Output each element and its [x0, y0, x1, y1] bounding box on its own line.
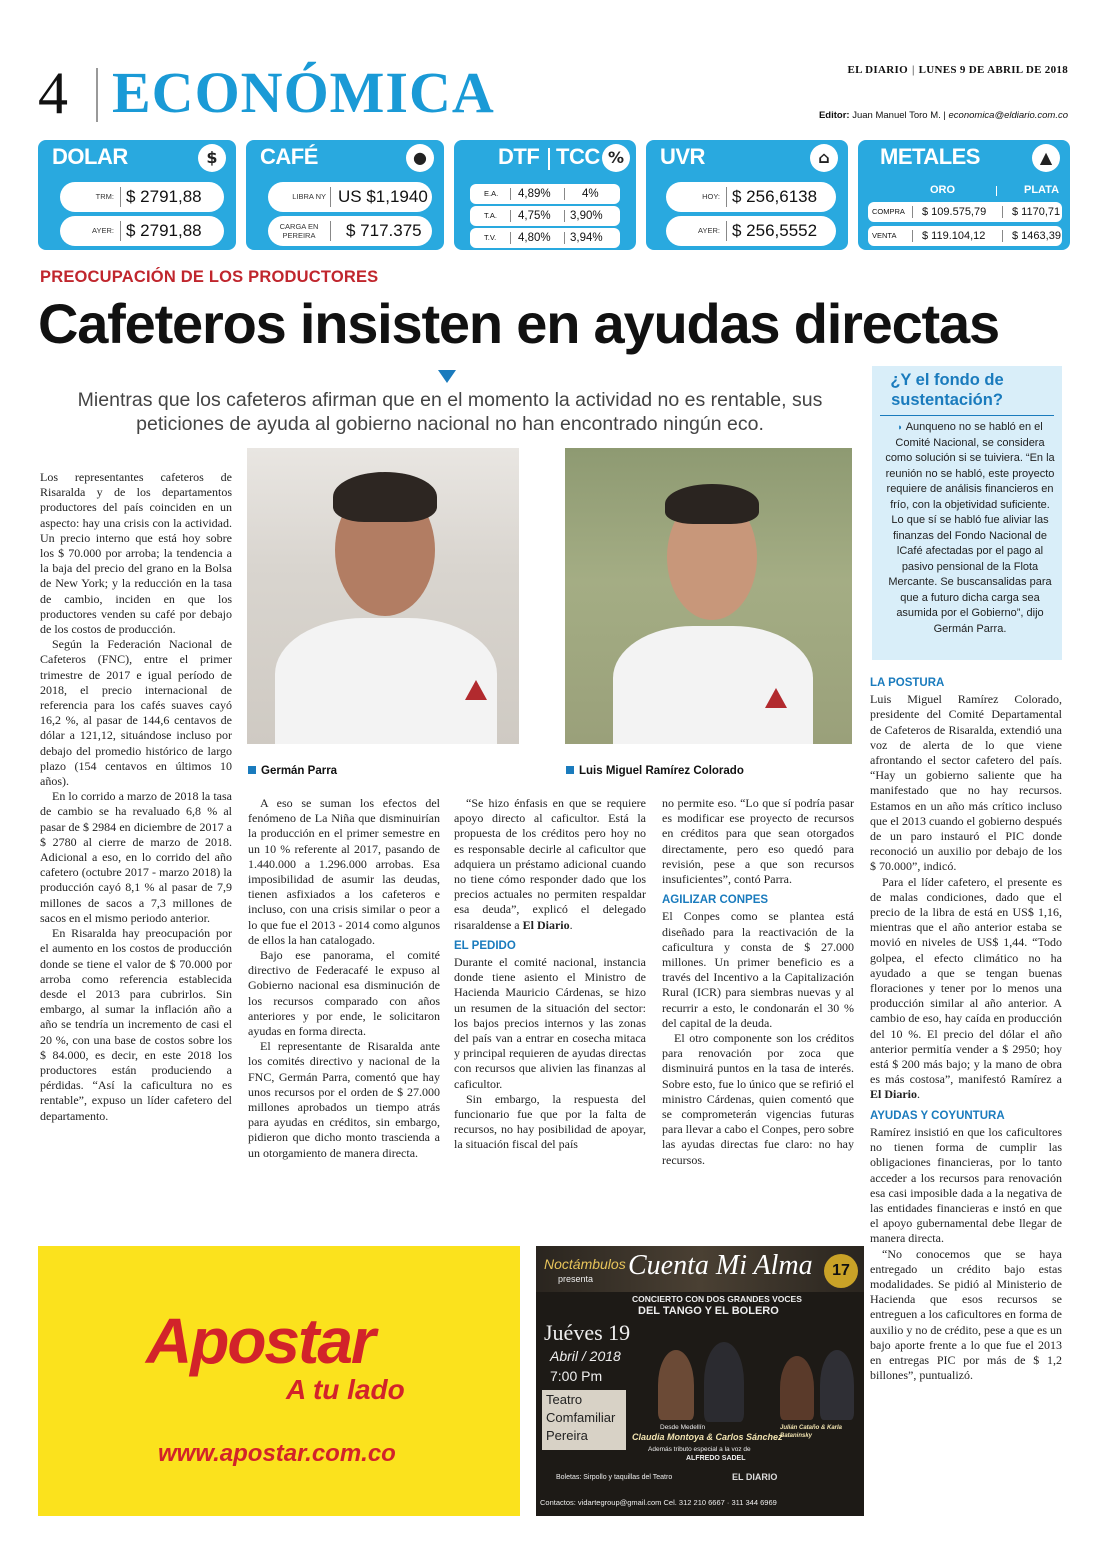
- uvr-label: HOY:: [702, 192, 720, 201]
- photo-hair: [333, 472, 437, 522]
- caption-text: Luis Miguel Ramírez Colorado: [579, 765, 744, 777]
- tcc-title: TCC: [556, 144, 600, 169]
- subheading: AGILIZAR CONPES: [662, 894, 769, 907]
- paragraph: Sin embargo, la respuesta del funcionario fue que por la falta de recursos, no hay posibilidad de apoyar, la situación fiscal del país: [454, 1091, 646, 1152]
- dtf-value: 4,89%: [518, 188, 551, 200]
- sidebar-text: [884, 420, 1056, 637]
- concert-presenter: Noctámbulos: [544, 1256, 626, 1272]
- uvr-box: [646, 140, 848, 250]
- photo-shirt: [275, 618, 497, 744]
- anniversary-badge: 17: [824, 1254, 858, 1288]
- editor-label: Editor:: [818, 110, 850, 121]
- section-title: ECONÓMICA: [112, 60, 495, 125]
- concert-tribute-name: ALFREDO SADEL: [686, 1455, 746, 1462]
- page-header: [38, 62, 1068, 124]
- dtf-row-tv: [470, 228, 620, 248]
- issue-date: LUNES 9 DE ABRIL DE 2018: [918, 64, 1068, 76]
- paper-name: EL DIARIO: [847, 64, 908, 76]
- paragraph: El representante de Risaralda ante los comités directivo y nacional de la FNC, Germán Parra, comentó que hay unos recursos por el orden de $ 27.000 millones aprobados un tiempo atrás para ayudas en créditos, sin embargo, pidieron que dicho monto trascienda a un otorgamiento de manera directa.: [248, 1039, 440, 1160]
- metales-title: METALES: [880, 144, 980, 169]
- article-kicker: PREOCUPACIÓN DE LOS PRODUCTORES: [40, 268, 379, 286]
- plata-value: $ 1170,71: [1012, 206, 1061, 218]
- dolar-label: TRM:: [95, 192, 114, 201]
- paragraph: “No conocemos que se haya entregado un crédito bajo estas modalidades. Se pidió al Ministerio de Hacienda que esos recursos se entreguen a los caficultores en forma de auxilio y no de crédito, pese a que es un bajo aporte frente a lo que fue el 2013 en entregas PIC por más de $ 1,2 billones”, puntualizó.: [870, 1246, 1062, 1383]
- pill-divider: [330, 187, 331, 207]
- apostar-url[interactable]: www.apostar.com.co: [158, 1440, 396, 1467]
- pill-divider: [330, 221, 331, 241]
- dtf-title: DTF: [498, 144, 540, 169]
- dtf-row-ta: [470, 206, 620, 226]
- subheading: AYUDAS Y COYUNTURA: [870, 1109, 1005, 1122]
- singer-figure: [780, 1356, 814, 1420]
- coffee-bean-icon: ●: [406, 144, 434, 172]
- editor-name: Juan Manuel Toro M.: [852, 110, 941, 121]
- dolar-label: AYER:: [92, 226, 114, 235]
- photo-shirt: [613, 626, 813, 744]
- paragraph: Para el líder cafetero, el presente es de malas condiciones, dado que el precio de la libra de está en US$ 1,16, mientras que el año anterior estaba se movió en niveles de US$ 1,44. “Todo golpea, el efecto climático no ha ayudado a que se tengan buenas floraciones y tener por lo menos una producción similar al año anterior. A cambio de eso, hay caída en producción del 10 %. El precio del dólar el año anterior permitía vender a $ 2950; hoy está $ 200 más bajo; y la mano de obra es más costosa”, manifestó Ramírez a El Diario.: [870, 874, 1062, 1102]
- uvr-value: $ 256,6138: [732, 187, 818, 206]
- concert-advertisement[interactable]: [536, 1246, 864, 1516]
- dollar-chart-icon: $: [198, 144, 226, 172]
- paragraph: Luis Miguel Ramírez Colorado, presidente del Comité Departamental de Cafeteros de Risaralda, extendió una voz de alerta de lo que viene afrontando el sector cafetero del país. “Hay un gobierno saliente que ha manifestado que no hay recursos. Estamos en un año más crítico incluso que el 2013 cuando el gobierno después de un paro instauró el PIC donde reconoció un auxilio por debajo de los $ 70.000”, indicó.: [870, 692, 1062, 874]
- pill-divider: [726, 221, 727, 241]
- paragraph: no permite eso. “Lo que sí podría pasar es modificar ese proyecto de recursos en créditos para que sean otorgados directamente, pero eso quedó para revisión, pese a que son recursos insuficientes”, contó Parra.: [662, 796, 854, 887]
- cafe-row-carga: [268, 216, 432, 246]
- dolar-row-ayer: [60, 216, 224, 246]
- dtf-label: T.V.: [484, 233, 497, 242]
- concert-tickets: Boletas: Sirpollo y taquillas del Teatro: [556, 1474, 673, 1481]
- paragraph: Ramírez insistió en que los caficultores no tienen forma de cumplir las obligaciones financieras, por lo tanto acceder a los recursos para renovación esa casi imposible dada a la negativa de las entidades financieras e instó en que el apoyo gubernamental debe llegar de manera directa.: [870, 1124, 1062, 1246]
- paragraph: Bajo ese panorama, el comité directivo de Federacafé le expuso al Gobierno nacional esa disminución de los recursos comparado con años anteriores y por ende, le solicitaron ayudas en forma directa.: [248, 948, 440, 1039]
- paragraph: “Se hizo énfasis en que se requiere apoyo directo al caficultor. Está la propuesta de los créditos pero hoy no es responsable decirle al caficultor que adquiera un préstamo adicional cuando no tiene cómo responder dado que los precios actuales no permiten respaldar esa deuda”, explicó el delegado risaraldense a El Diario.: [454, 796, 646, 932]
- caption-text: Germán Parra: [261, 765, 338, 777]
- subheading: EL PEDIDO: [454, 939, 516, 952]
- mini-divider: [1002, 206, 1003, 218]
- metales-row-venta: [868, 226, 1062, 246]
- subheading: LA POSTURA: [870, 677, 945, 689]
- mini-divider: [564, 232, 565, 244]
- metales-row-compra: [868, 202, 1062, 222]
- editor-email: economica@eldiario.com.co: [948, 110, 1068, 121]
- caption-square-icon: [248, 766, 256, 774]
- dtf-row-ea: [470, 184, 620, 204]
- bullet-icon: ◗: [897, 422, 903, 432]
- paragraph: El Conpes como se plantea está diseñado para la reactivación de la caficultura y consta de $ 27.000 millones. Un primer beneficio es a través del Incentivo a la Capitalización Rural (ICR) para siembras nuevas y al recurrir a esto, le condonarán el 30 % del capital de la deuda.: [662, 909, 854, 1030]
- sidebar-rule: [880, 415, 1054, 416]
- uvr-row-ayer: [666, 216, 836, 246]
- dolar-box: [38, 140, 236, 250]
- dtf-tcc-box: [454, 140, 636, 250]
- oro-value: $ 109.575,79: [922, 206, 987, 218]
- dolar-value: $ 2791,88: [126, 221, 202, 240]
- uvr-title: UVR: [660, 144, 705, 169]
- page-number: 4: [38, 60, 68, 126]
- apostar-advertisement[interactable]: [38, 1246, 520, 1516]
- sidebar-box: [872, 366, 1062, 660]
- pill-divider: [726, 187, 727, 207]
- article-column-4: [662, 796, 854, 1168]
- concert-day: Juéves 19: [544, 1320, 631, 1345]
- mini-divider: [1002, 230, 1003, 242]
- paragraph: Los representantes cafeteros de Risaralda y de los departamentos productores del país coinciden en un aspecto: hay una crisis con la actividad. Un precio interno que está hoy sobre los $ 70.000 por arroba; la tendencia a la baja del precio del grano en la Bolsa de New York; y la reducción en la tasa de cambio, inciden en que los productores venden su café por debajo de los costos de producción.: [40, 470, 232, 637]
- dolar-row-trm: [60, 182, 224, 212]
- article-column-3: [454, 796, 646, 1153]
- dtf-value: 4,75%: [518, 210, 551, 222]
- cafe-value: $ 717.375: [346, 221, 422, 240]
- mini-divider: [510, 210, 511, 222]
- article-column-2: [248, 796, 440, 1161]
- dtf-tcc-divider: [548, 148, 550, 170]
- pill-divider: [120, 221, 121, 241]
- paper-mention: El Diario: [522, 917, 570, 932]
- article-headline: Cafeteros insisten en ayudas directas: [38, 292, 999, 355]
- concert-contact[interactable]: Contactos: vidartegroup@gmail.com Cel. 312 210 6667 · 311 344 6969: [540, 1498, 777, 1507]
- dolar-title: DOLAR: [52, 144, 128, 169]
- tcc-value: 3,90%: [570, 210, 603, 222]
- cafe-title: CAFÉ: [260, 144, 318, 169]
- percent-icon: %: [602, 144, 630, 172]
- singer-figure: [658, 1350, 694, 1420]
- concert-venue: Pereira: [546, 1428, 588, 1443]
- editor-line: Editor: Juan Manuel Toro M. | economica@eldiario.com.co: [818, 110, 1068, 121]
- mini-divider: [912, 230, 913, 242]
- header-divider: [96, 68, 98, 122]
- uvr-row-hoy: [666, 182, 836, 212]
- concert-title: Cuenta Mi Alma: [628, 1250, 813, 1281]
- mini-divider: [564, 188, 565, 200]
- caption-square-icon: [566, 766, 574, 774]
- singer-figure: [820, 1350, 854, 1420]
- metales-box: [858, 140, 1070, 250]
- mini-divider: [510, 232, 511, 244]
- dtf-label: E.A.: [484, 189, 499, 198]
- sidebar-body: Aunqueno no se habló en el Comité Nacional, se considera como solución si se tuiviera. “En la reunión no se habló, este proyecto requiere de análisis financieros en frío, con la objetividad suficiente. Lo que sí se habló fue aliviar las finanzas del Fondo Nacional de lCafé afectadas por el pago al pasivo pensional de la Flota Mercante. Se buscansalidas para que a futuro dicha carga sea asumida por el Gobierno”, dijo Germán Parra.: [885, 421, 1055, 635]
- oro-header: ORO: [930, 184, 956, 196]
- oro-value: $ 119.104,12: [922, 230, 986, 242]
- paragraph: El otro componente son los créditos para renovación por zoca que disminuirá puntos en la tasa de interés. Sobre esto, fue lo único que se refirió el ministro Cárdenas, quien comentó que se comprometerán vigencias futuras para llevar a cabo el Conpes, pero sobre las ayudas directas fue claro: no hay recursos.: [662, 1031, 854, 1167]
- dolar-value: $ 2791,88: [126, 187, 202, 206]
- metales-label: VENTA: [872, 231, 897, 240]
- mini-divider: [912, 206, 913, 218]
- dtf-label: T.A.: [484, 211, 497, 220]
- deck-line: Mientras que los cafeteros afirman que en el momento la actividad no es rentable, sus: [77, 389, 823, 411]
- photo-caption: [566, 765, 744, 777]
- cafe-row-libra: [268, 182, 432, 212]
- quote-text: Para el líder cafetero, el presente es de malas condiciones, dado que el precio de la libra de está en US$ 1,16, mientras que el año anterior estaba se movió en niveles de US$ 1,44. “Todo golpea, el efecto climático no ha ayudado a que se tengan buenas floraciones y tener por lo menos una producción similar al año anterior. A cambio de eso, hay caída en producción del 10 %. El precio del dólar el año anterior permitía vender a $ 2950; hoy está $ 200 más bajo; y la mano de obra es más costosa”, manifestó Ramírez a: [870, 874, 1062, 1087]
- sidebar-title: ¿Y el fondo de sustentación?: [890, 371, 1004, 409]
- tcc-value: 3,94%: [570, 232, 603, 244]
- paragraph: Durante el comité nacional, instancia donde tiene asiento el Ministro de Hacienda Mauricio Cárdenas, se hizo un resumen de la situación del sector: los bajos precios internos y las zonas del país van a entrar en cosecha mitaca y principal requieren de ayudas directas con recursos que alivien las finanzas al caficultor.: [454, 955, 646, 1091]
- metal-bars-icon: ▲: [1032, 144, 1060, 172]
- metales-label: COMPRA: [872, 207, 905, 216]
- metal-col-divider: [996, 186, 997, 196]
- photo-caption: [248, 765, 337, 777]
- concert-from: Desde Medellín: [660, 1424, 706, 1431]
- paragraph: Según la Federación Nacional de Cafeteros (FNC), entre el primer trimestre de 2017 e igual período de 2018, el precio internacional de referencia para los cafés suaves cayó 16,2 %, al pasar de 144,6 centavos de dólar a 121,12, situándose incluso por debajo del promedio histórico de largo plazo (154 centavos en últimos 10 años).: [40, 637, 232, 789]
- pill-divider: [120, 187, 121, 207]
- house-icon: ⌂: [810, 144, 838, 172]
- deck-line: peticiones de ayuda al gobierno nacional no han encontrado ningún eco.: [136, 413, 764, 435]
- paper-mention: El Diario: [870, 1087, 917, 1102]
- photo-luis-miguel-ramirez: [565, 448, 852, 744]
- article-deck: [30, 388, 870, 436]
- paragraph: En Risaralda hay preocupación por el aumento en los costos de producción donde se tiene el valor de $ 70.000 por arroba como referencia establecida desde el 2013 para cubrirlos. Sin embargo, al sumar la inflación año a año se tendría un incremento de casi el 20 %, con una base de costos sobre los $ 84.000, es decir, en este 2018 los productores están produciendo a pérdidas. “Así la caficultura no es rentable”, expuso un líder cafetero del departamento.: [40, 926, 232, 1123]
- concert-subtitle: CONCIERTO CON DOS GRANDES VOCES: [632, 1294, 802, 1304]
- mini-divider: [564, 210, 565, 222]
- uvr-value: $ 256,5552: [732, 221, 818, 240]
- photo-hair: [665, 484, 759, 524]
- plata-header: PLATA: [1024, 184, 1060, 196]
- concert-venue: Comfamiliar: [546, 1410, 616, 1425]
- article-column-1: [40, 470, 232, 1124]
- quote-text: “Se hizo énfasis en que se requiere apoyo directo al caficultor. Está la propuesta de los créditos pero hoy no es responsable decirle al caficultor que adquiera un préstamo adicional cuando no tiene cómo responder dado que los precios actuales no permiten respaldar esa deuda”, explicó el delegado risaraldense a: [454, 796, 646, 932]
- cafe-box: [246, 140, 444, 250]
- triangle-down-icon: [438, 370, 456, 383]
- market-indicators: [38, 140, 1070, 250]
- singer-figure: [704, 1342, 744, 1422]
- concert-sponsor: EL DIARIO: [732, 1472, 778, 1482]
- paragraph: A eso se suman los efectos del fenómeno de La Niña que disminuirían la producción en el primer semestre en un 10 % referente al 2017, pasando de 1.440.000 a 1.296.000 arrobas. Esa imposibilidad de asumir las deudas, tienen asfixiados a los cafeteros e incluso, con una crisis similar o peor a lo que fue el 2013 - 2014 como algunos de ellos la han catalogado.: [248, 796, 440, 947]
- cafe-label: CARGA EN PEREIRA: [279, 222, 319, 240]
- concert-presents: presenta: [558, 1274, 594, 1284]
- cafe-label: LIBRA NY: [292, 192, 326, 201]
- article-column-5: [870, 676, 1062, 1383]
- concert-tribute: Además tributo especial a la voz de: [648, 1446, 751, 1453]
- tcc-value: 4%: [582, 188, 599, 200]
- paragraph: En lo corrido a marzo de 2018 la tasa de cambio se ha revaluado 6,8 % al pasar de $ 2984 en diciembre de 2017 a $ 2780 al cierre de marzo de 2018. Adicional a eso, en lo corrido del año cafetero (octubre 2017 - marzo 2018) la producción cayó 8,1 % al pasar de 7,9 millones de sacos a 7,3 millones de sacos en el mismo periodo anterior.: [40, 789, 232, 925]
- concert-artists: Julián Cataño & Karla Bataninsky: [780, 1425, 843, 1439]
- dateline: EL DIARIO | LUNES 9 DE ABRIL DE 2018: [847, 64, 1068, 76]
- mini-divider: [510, 188, 511, 200]
- apostar-logo: Apostar: [146, 1305, 374, 1377]
- concert-venue: Teatro: [546, 1392, 583, 1407]
- uvr-label: AYER:: [698, 226, 720, 235]
- photo-german-parra: [247, 448, 519, 744]
- concert-month: Abril / 2018: [550, 1348, 621, 1364]
- concert-subtitle: DEL TANGO Y EL BOLERO: [638, 1305, 779, 1317]
- concert-artists: Claudia Montoya & Carlos Sánchez: [632, 1432, 783, 1442]
- cafe-value: US $1,1940: [338, 187, 428, 206]
- dtf-value: 4,80%: [518, 232, 551, 244]
- plata-value: $ 1463,39: [1012, 230, 1061, 242]
- concert-time: 7:00 Pm: [550, 1368, 603, 1384]
- apostar-tagline: A tu lado: [286, 1374, 405, 1405]
